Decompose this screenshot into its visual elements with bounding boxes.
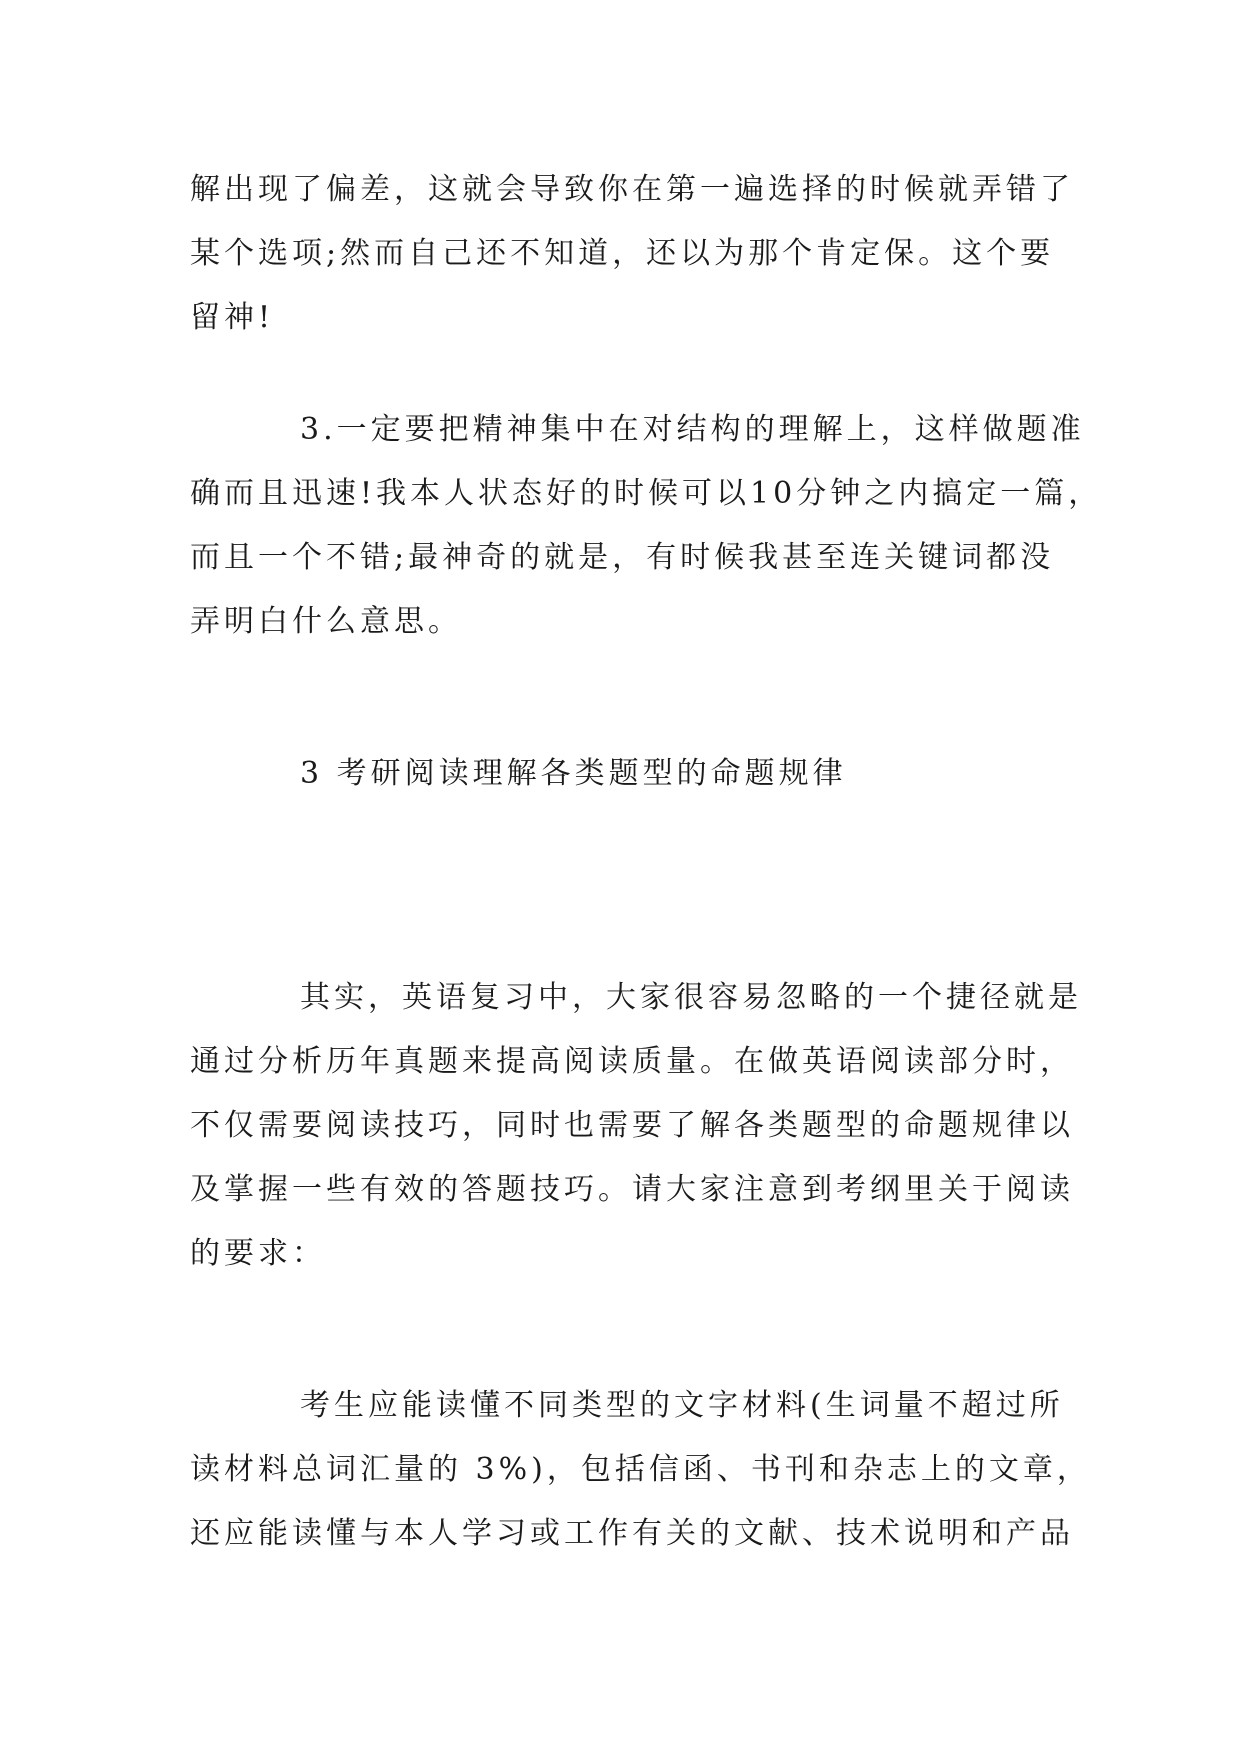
text-line: 其实，英语复习中，大家很容易忽略的一个捷径就是	[300, 980, 1082, 1015]
text-line: 读材料总词汇量的 3%)，包括信函、书刊和杂志上的文章，	[190, 1452, 1091, 1487]
text-line: 还应能读懂与本人学习或工作有关的文献、技术说明和产品	[190, 1516, 1074, 1551]
text-line: 确而且迅速!我本人状态好的时候可以10分钟之内搞定一篇，	[190, 476, 1103, 511]
text-line: 及掌握一些有效的答题技巧。请大家注意到考纲里关于阅读	[190, 1172, 1074, 1207]
paragraph-continuation	[190, 158, 1074, 350]
text-line: 弄明白什么意思。	[190, 604, 462, 639]
text-line: 考生应能读懂不同类型的文字材料(生词量不超过所	[300, 1388, 1064, 1423]
section-heading: 3 考研阅读理解各类题型的命题规律	[300, 756, 847, 791]
text-line: 而且一个不错;最神奇的就是，有时候我甚至连关键词都没	[190, 540, 1055, 575]
paragraph-requirements	[190, 1374, 1091, 1566]
text-line: 不仅需要阅读技巧，同时也需要了解各类题型的命题规律以	[190, 1108, 1074, 1143]
paragraph-intro	[190, 966, 1082, 1286]
text-line: 通过分析历年真题来提高阅读质量。在做英语阅读部分时，	[190, 1044, 1074, 1079]
text-line: 3.一定要把精神集中在对结构的理解上，这样做题准	[300, 412, 1085, 447]
text-line: 某个选项;然而自己还不知道，还以为那个肯定保。这个要	[190, 236, 1055, 271]
paragraph-tip-3	[190, 398, 1103, 654]
text-line: 的要求：	[190, 1236, 326, 1271]
text-line: 留神!	[190, 300, 275, 335]
text-line: 解出现了偏差，这就会导致你在第一遍选择的时候就弄错了	[190, 172, 1074, 207]
